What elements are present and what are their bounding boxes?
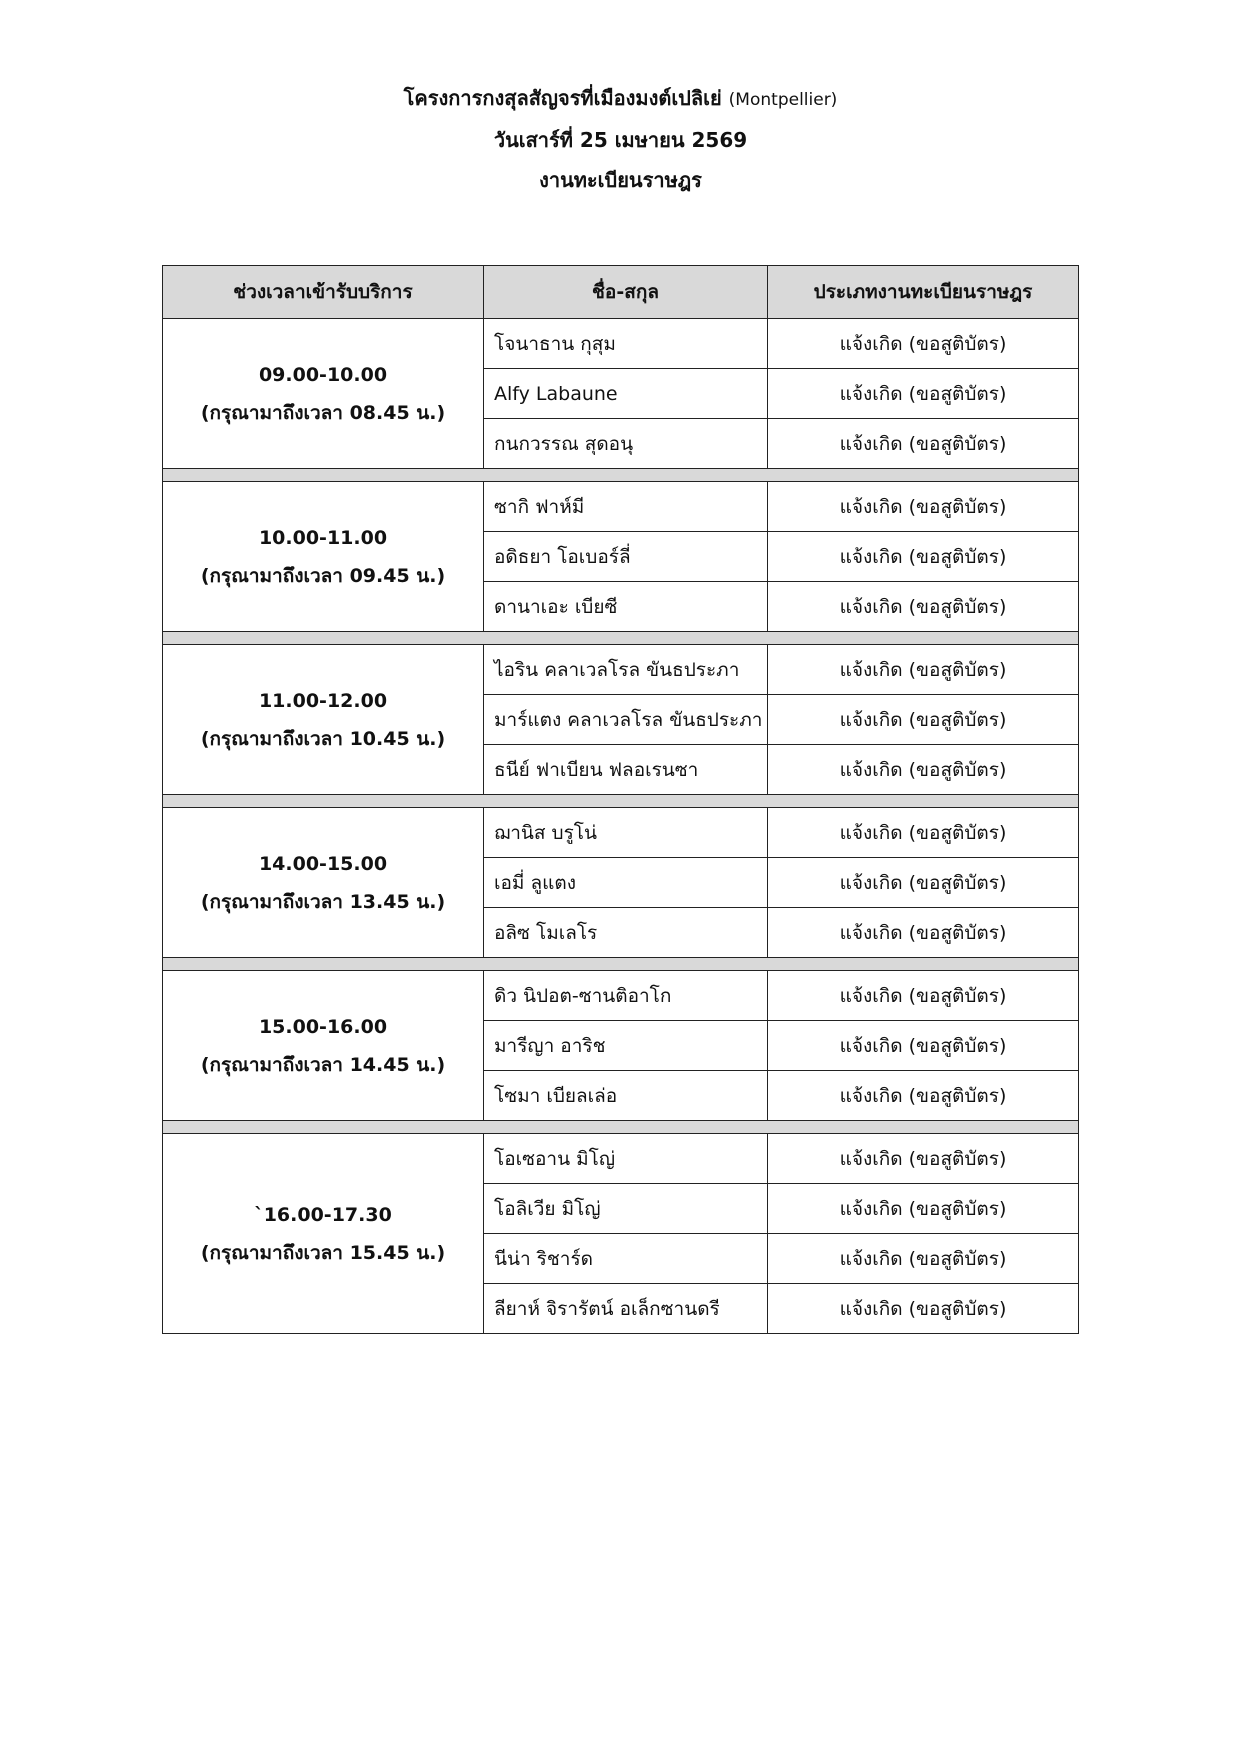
person-name-cell: มาร์แตง คลาเวลโรล ขันธประภา: [484, 695, 768, 745]
registration-type-cell: แจ้งเกิด (ขอสูติบัตร): [768, 1284, 1079, 1334]
registration-type-cell: แจ้งเกิด (ขอสูติบัตร): [768, 908, 1079, 958]
registration-type-cell: แจ้งเกิด (ขอสูติบัตร): [768, 745, 1079, 795]
person-name-cell: มารีญา อาริช: [484, 1021, 768, 1071]
column-header-time: ช่วงเวลาเข้ารับบริการ: [163, 266, 484, 319]
person-name-cell: อลิซ โมเลโร: [484, 908, 768, 958]
separator-cell: [163, 632, 1079, 645]
time-slot-cell: [163, 482, 484, 632]
arrival-note: (กรุณามาถึงเวลา 13.45 น.): [200, 890, 446, 913]
time-slot-cell: [163, 1134, 484, 1334]
registration-type-cell: แจ้งเกิด (ขอสูติบัตร): [768, 369, 1079, 419]
person-name-cell: ดานาเอะ เบียซี: [484, 582, 768, 632]
table-row: [163, 971, 1079, 1021]
group-separator: [163, 632, 1079, 645]
registration-type-cell: แจ้งเกิด (ขอสูติบัตร): [768, 645, 1079, 695]
registration-type-cell: แจ้งเกิด (ขอสูติบัตร): [768, 971, 1079, 1021]
person-name-cell: โอเซอาน มิโญ่: [484, 1134, 768, 1184]
registration-type-cell: แจ้งเกิด (ขอสูติบัตร): [768, 1184, 1079, 1234]
separator-cell: [163, 958, 1079, 971]
person-name-cell: โจนาธาน กุสุม: [484, 319, 768, 369]
table-row: [163, 808, 1079, 858]
arrival-note: (กรุณามาถึงเวลา 14.45 น.): [200, 1053, 446, 1076]
registration-type-cell: แจ้งเกิด (ขอสูติบัตร): [768, 1071, 1079, 1121]
separator-cell: [163, 795, 1079, 808]
person-name-cell: ซากิ ฟาห์มี: [484, 482, 768, 532]
document-department: งานทะเบียนราษฎร: [539, 168, 702, 192]
registration-type-cell: แจ้งเกิด (ขอสูติบัตร): [768, 858, 1079, 908]
person-name-cell: ฌานิส บรูโน่: [484, 808, 768, 858]
time-slot-cell: [163, 971, 484, 1121]
column-header-name: ชื่อ-สกุล: [484, 266, 768, 319]
time-range: 15.00-16.00: [258, 1015, 388, 1038]
table-row: [163, 1134, 1079, 1184]
separator-cell: [163, 1121, 1079, 1134]
time-range: `16.00-17.30: [254, 1203, 392, 1226]
person-name-cell: ดิว นิปอต-ซานติอาโก: [484, 971, 768, 1021]
person-name-cell: อดิธยา โอเบอร์ลี่: [484, 532, 768, 582]
registration-type-cell: แจ้งเกิด (ขอสูติบัตร): [768, 532, 1079, 582]
registration-type-cell: แจ้งเกิด (ขอสูติบัตร): [768, 582, 1079, 632]
arrival-note: (กรุณามาถึงเวลา 08.45 น.): [200, 401, 446, 424]
person-name-cell: ลียาห์ จิรารัตน์ อเล็กซานดรี: [484, 1284, 768, 1334]
column-header-type: ประเภทงานทะเบียนราษฎร: [768, 266, 1079, 319]
title-thai: โครงการกงสุลสัญจรที่เมืองมงต์เปลิเย่: [403, 86, 722, 110]
person-name-cell: นีน่า ริชาร์ด: [484, 1234, 768, 1284]
time-slot-cell: [163, 645, 484, 795]
person-name-cell: Alfy Labaune: [484, 369, 768, 419]
time-slot-cell: [163, 808, 484, 958]
person-name-cell: ธนีย์ ฟาเบียน ฟลอเรนซา: [484, 745, 768, 795]
arrival-note: (กรุณามาถึงเวลา 09.45 น.): [200, 564, 446, 587]
registration-type-cell: แจ้งเกิด (ขอสูติบัตร): [768, 695, 1079, 745]
person-name-cell: เอมี่ ลูแตง: [484, 858, 768, 908]
arrival-note: (กรุณามาถึงเวลา 10.45 น.): [200, 727, 446, 750]
arrival-note: (กรุณามาถึงเวลา 15.45 น.): [200, 1241, 446, 1264]
table-row: [163, 319, 1079, 369]
time-range: 10.00-11.00: [258, 526, 388, 549]
group-separator: [163, 469, 1079, 482]
group-separator: [163, 1121, 1079, 1134]
registration-type-cell: แจ้งเกิด (ขอสูติบัตร): [768, 1021, 1079, 1071]
separator-cell: [163, 469, 1079, 482]
registration-type-cell: แจ้งเกิด (ขอสูติบัตร): [768, 482, 1079, 532]
group-separator: [163, 795, 1079, 808]
document-date: วันเสาร์ที่ 25 เมษายน 2569: [493, 128, 748, 152]
time-range: 09.00-10.00: [258, 363, 388, 386]
registration-type-cell: แจ้งเกิด (ขอสูติบัตร): [768, 1234, 1079, 1284]
table-body: [163, 319, 1079, 1334]
title-latin: (Montpellier): [728, 90, 838, 110]
table-row: [163, 645, 1079, 695]
time-slot-cell: [163, 319, 484, 469]
registration-type-cell: แจ้งเกิด (ขอสูติบัตร): [768, 419, 1079, 469]
schedule-table: [162, 265, 1079, 1334]
document-title: [0, 78, 1241, 120]
person-name-cell: ไอริน คลาเวลโรล ขันธประภา: [484, 645, 768, 695]
table-header: [163, 266, 1079, 319]
person-name-cell: กนกวรรณ สุดอนุ: [484, 419, 768, 469]
person-name-cell: โอลิเวีย มิโญ่: [484, 1184, 768, 1234]
time-range: 14.00-15.00: [258, 852, 388, 875]
group-separator: [163, 958, 1079, 971]
time-range: 11.00-12.00: [258, 689, 388, 712]
registration-type-cell: แจ้งเกิด (ขอสูติบัตร): [768, 1134, 1079, 1184]
document-header: [0, 78, 1241, 200]
registration-type-cell: แจ้งเกิด (ขอสูติบัตร): [768, 319, 1079, 369]
person-name-cell: โซมา เบียลเล่อ: [484, 1071, 768, 1121]
registration-type-cell: แจ้งเกิด (ขอสูติบัตร): [768, 808, 1079, 858]
table-row: [163, 482, 1079, 532]
